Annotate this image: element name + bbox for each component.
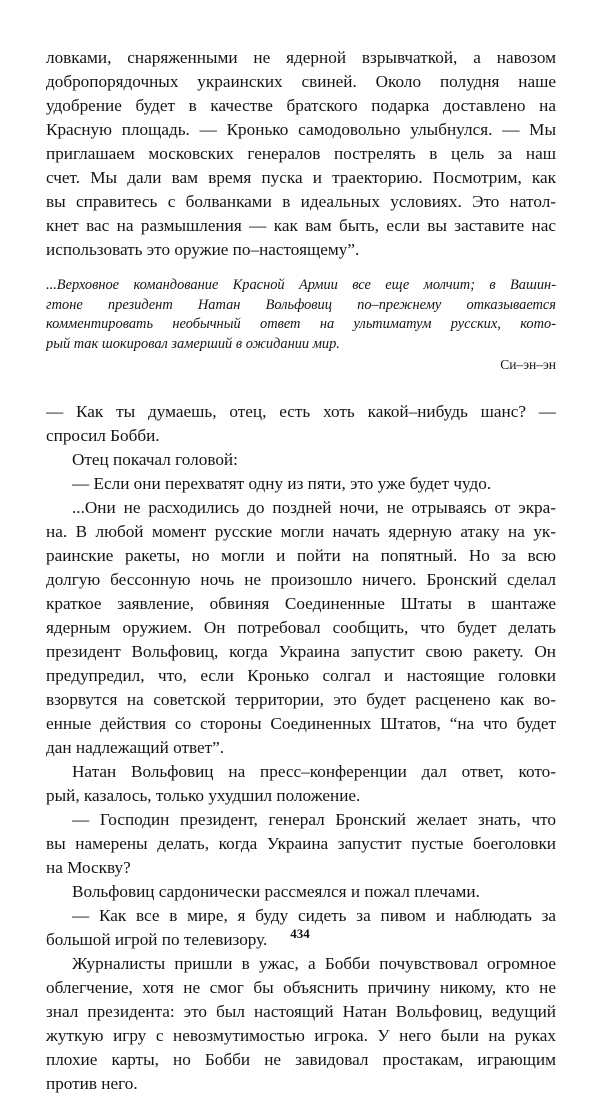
text-line: долгую бессонную ночь не произошло ничего. Бронский сделал <box>46 570 556 589</box>
text-line: комментировать необычный ответ на ультиматум русских, кото- <box>46 316 556 332</box>
text-line: приглашаем московских генералов пострелять в цель за наш <box>46 144 556 163</box>
text-line: ядерным оружием. Он потребовал сообщить, что будет делать <box>46 618 556 637</box>
quote-source: Си–эн–эн <box>500 357 556 372</box>
body-paragraphs <box>46 400 556 1096</box>
text-line: большой игрой по телевизору. <box>46 930 268 949</box>
text-line: взорвутся на советской территории, это будет расценено как во- <box>46 690 556 709</box>
paragraph <box>46 496 556 760</box>
text-line: ...Они не расходились до поздней ночи, не отрываясь от экра- <box>72 498 556 517</box>
text-line: — Как ты думаешь, отец, есть хоть какой–нибудь шанс? — <box>46 402 556 421</box>
text-line: на Москву? <box>46 858 131 877</box>
news-quote <box>46 276 556 354</box>
text-line: использовать это оружие по–настоящему”. <box>46 240 360 259</box>
text-line: вы справитесь с болванками в идеальных условиях. Это натол- <box>46 192 556 211</box>
text-line: гтоне президент Натан Вольфовиц по–прежнему отказывается <box>46 296 556 313</box>
paragraph <box>46 880 556 904</box>
text-line: Натан Вольфовиц на пресс–конференции дал ответ, кото- <box>72 762 556 781</box>
text-line: енные действия со стороны Соединенных Штатов, “на что будет <box>46 714 556 733</box>
text-line: спросил Бобби. <box>46 426 160 445</box>
text-line: ...Верховное командование Красной Армии все еще молчит; в Вашин- <box>46 277 556 293</box>
text-line: против него. <box>46 1074 138 1093</box>
text-line: дан надлежащий ответ”. <box>46 738 225 757</box>
text-line: Журналисты пришли в ужас, а Бобби почувствовал огромное <box>72 954 556 973</box>
text-line: Вольфовиц сардонически рассмеялся и пожал плечами. <box>72 882 480 901</box>
text-line: кнет вас на размышления — как вам быть, если вы заставите нас <box>46 216 556 235</box>
text-line: рый, казалось, только ухудшил положение. <box>46 786 361 805</box>
text-line: — Господин президент, генерал Бронский желает знать, что <box>72 810 556 829</box>
paragraph <box>46 808 556 880</box>
text-line: удобрение будет в качестве братского подарка доставлено на <box>46 96 556 115</box>
text-line: Отец покачал головой: <box>72 450 238 469</box>
paragraph <box>46 760 556 808</box>
text-line: президент Вольфовиц, когда Украина запустит свою ракету. Он <box>46 642 556 661</box>
text-line: счет. Мы дали вам время пуска и траекторию. Посмотрим, как <box>46 168 556 187</box>
text-line: добропорядочных украинских свиней. Около полудня наше <box>46 72 556 91</box>
text-line: плохие карты, но Бобби не завидовал простакам, играющим <box>46 1050 556 1069</box>
text-line: краткое заявление, обвиняя Соединенные Штаты в шантаже <box>46 594 556 613</box>
text-line: Красную площадь. — Кронько самодовольно улыбнулся. — Мы <box>46 120 556 139</box>
text-line: облегчение, хотя не смог бы объяснить причину никому, кто не <box>46 978 556 997</box>
text-line: предупредил, что, если Кронько солгал и настоящие головки <box>46 666 556 685</box>
text-line: знал президента: это был настоящий Натан Вольфовиц, ведущий <box>46 1002 556 1021</box>
paragraph <box>46 952 556 1096</box>
paragraph <box>46 472 556 496</box>
paragraph <box>46 400 556 448</box>
paragraph-opening <box>46 46 556 262</box>
text-line: на. В любой момент русские могли начать ядерную атаку на ук- <box>46 522 556 541</box>
page-number: 434 <box>290 926 310 941</box>
text-line: ловками, снаряженными не ядерной взрывчаткой, а навозом <box>46 48 556 67</box>
text-line: — Как все в мире, я буду сидеть за пивом и наблюдать за <box>72 906 556 925</box>
paragraph <box>46 448 556 472</box>
text-line: рый так шокировал замерший в ожидании мир. <box>46 335 340 352</box>
text-line: — Если они перехватят одну из пяти, это уже будет чудо. <box>72 474 492 493</box>
text-line: раинские ракеты, но могли и пойти на попятный. Но за всю <box>46 546 556 565</box>
text-line: вы намерены делать, когда Украина запустит пустые боеголовки <box>46 834 556 853</box>
text-line: жуткую игру с невозмутимостью игрока. У него были на руках <box>46 1026 556 1045</box>
